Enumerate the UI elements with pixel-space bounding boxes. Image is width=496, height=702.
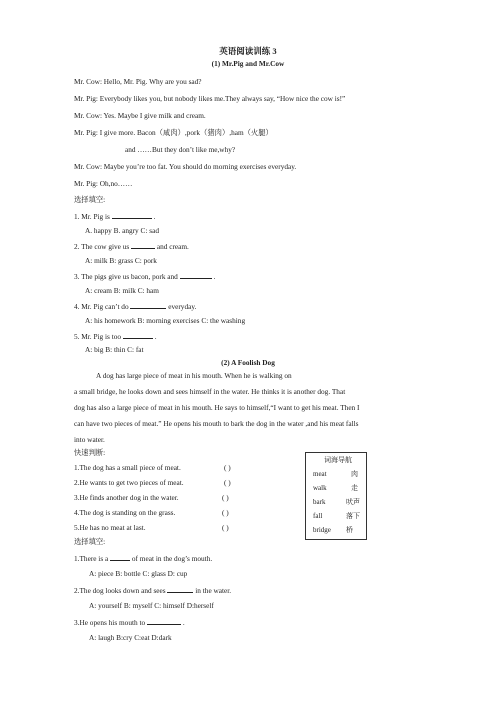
vocab-en: fall [313,512,323,520]
vocab-en: bridge [313,526,331,534]
passage-line: dog has also a large piece of meat in his mouth. He says to himself,“I want to get his meat. Then I [74,403,360,412]
passage-line: can have two pieces of meat.” He opens his mouth to bark the dog in the water ,and his meat falls [74,419,359,428]
section-label: 选择填空: [74,195,106,204]
answer-blank[interactable] [147,617,181,625]
page-title: 英语阅读训练 3 [219,46,277,56]
answer-blank[interactable] [123,331,153,339]
question-2: 2. The cow give us and cream. [74,242,189,251]
options: A. happy B. angry C: sad [85,226,159,235]
answer-blank[interactable] [110,553,130,561]
question-1: 1. Mr. Pig is . [74,212,156,221]
tf-label: 快速判断: [74,448,106,457]
dialog-line: and ……But they don’t like me,why? [125,145,236,154]
passage-line: A dog has large piece of meat in his mouth. When he is walking on [96,371,292,380]
dialog-line: Mr. Cow: Yes. Maybe I give milk and cream. [74,111,206,120]
options: A: big B: thin C: fat [85,345,144,354]
vocab-zh: 肉 [351,470,358,478]
passage-line: into water. [74,435,105,444]
answer-paren[interactable]: ( ) [224,463,231,472]
vocab-en: walk [313,484,327,492]
mc-question-1: 1.There is a of meat in the dog’s mouth. [74,554,213,563]
tf-item: 5.He has no meat at last. [74,523,146,532]
vocab-zh: 吠声 [346,498,360,506]
answer-paren[interactable]: ( ) [224,478,231,487]
section2-heading: (2) A Foolish Dog [221,358,275,367]
dialog-line: Mr. Pig: Oh,no…… [74,179,133,188]
vocab-zh: 走 [351,484,358,492]
answer-blank[interactable] [131,241,155,249]
mc-question-2: 2.The dog looks down and sees in the water. [74,586,232,595]
vocab-en: bark [313,498,326,506]
answer-blank[interactable] [167,585,193,593]
dialog-line: Mr. Pig: Everybody likes you, but nobody likes me.They always say, “How nice the cow is!” [74,94,346,103]
answer-blank[interactable] [112,211,152,219]
answer-blank[interactable] [130,301,166,309]
answer-paren[interactable]: ( ) [222,493,229,502]
dialog-line: Mr. Cow: Hello, Mr. Pig. Why are you sad? [74,77,202,86]
vocab-zh: 落下 [346,512,360,520]
tf-item: 3.He finds another dog in the water. [74,493,179,502]
vocab-en: meat [313,470,327,478]
question-3: 3. The pigs give us bacon, pork and . [74,272,216,281]
answer-paren[interactable]: ( ) [222,523,229,532]
tf-item: 4.The dog is standing on the grass. [74,508,176,517]
answer-blank[interactable] [180,271,212,279]
vocabulary-box [305,452,367,540]
question-4: 4. Mr. Pig can’t do everyday. [74,302,197,311]
options: A: laugh B:cry C:eat D:dark [89,633,172,642]
mc-question-3: 3.He opens his mouth to . [74,618,185,627]
dialog-line: Mr. Pig: I give more. Bacon（咸肉）,pork（猪肉）,ham（火腿） [74,128,273,137]
dialog-line: Mr. Cow: Maybe you’re too fat. You should do morning exercises everyday. [74,162,297,171]
options: A: his homework B: morning exercises C: the washing [85,316,246,325]
tf-item: 2.He wants to get two pieces of meat. [74,478,184,487]
options: A: yourself B: myself C: himself D:herself [89,601,214,610]
vocabulary-title: 词海导航 [324,456,352,464]
options: A: cream B: milk C: ham [85,286,159,295]
vocab-zh: 桥 [346,526,353,534]
mc-label: 选择填空: [74,537,106,546]
answer-paren[interactable]: ( ) [222,508,229,517]
section1-heading: (1) Mr.Pig and Mr.Cow [211,59,285,68]
passage-line: a small bridge, he looks down and sees himself in the water. He thinks it is another dog. That [74,387,346,396]
options: A: milk B: grass C: pork [85,256,157,265]
tf-item: 1.The dog has a small piece of meat. [74,463,181,472]
question-5: 5. Mr. Pig is too . [74,332,157,341]
options: A: piece B: bottle C: glass D: cup [89,569,188,578]
